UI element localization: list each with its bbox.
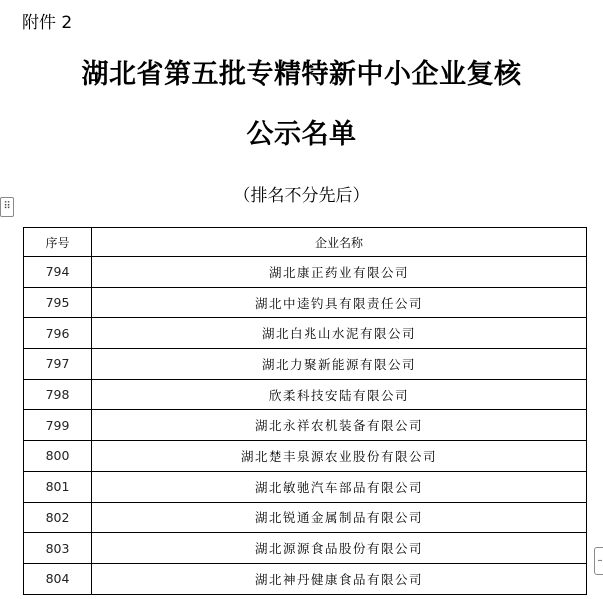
- document-title-line1: 湖北省第五批专精特新中小企业复核: [81, 59, 522, 90]
- header-seq: 序号: [24, 228, 92, 257]
- company-list-table: [23, 227, 587, 595]
- row-seq: 797: [24, 349, 92, 380]
- table-move-handle-icon[interactable]: ⠿: [0, 197, 14, 217]
- row-seq: 796: [24, 318, 92, 349]
- document-title-line2: 公示名单: [246, 119, 357, 150]
- row-company-name: 湖北白兆山水泥有限公司: [92, 318, 587, 349]
- table-row: [24, 349, 587, 380]
- table-row: [24, 502, 587, 533]
- row-seq: 801: [24, 471, 92, 502]
- row-company-name: 湖北力聚新能源有限公司: [92, 349, 587, 380]
- table-row: [24, 379, 587, 410]
- row-seq: 794: [24, 257, 92, 288]
- row-seq: 800: [24, 441, 92, 472]
- row-company-name: 湖北康正药业有限公司: [92, 257, 587, 288]
- row-seq: 798: [24, 379, 92, 410]
- table-row: [24, 410, 587, 441]
- row-seq: 799: [24, 410, 92, 441]
- row-company-name: 湖北源源食品股份有限公司: [92, 533, 587, 564]
- row-company-name: 湖北中逵钓具有限责任公司: [92, 287, 587, 318]
- table-row: [24, 441, 587, 472]
- table-header-row: [24, 228, 587, 257]
- row-seq: 803: [24, 533, 92, 564]
- row-company-name: 湖北楚丰泉源农业股份有限公司: [92, 441, 587, 472]
- table-row: [24, 287, 587, 318]
- row-company-name: 湖北锐通金属制品有限公司: [92, 502, 587, 533]
- document-subtitle: （排名不分先后）: [233, 186, 370, 206]
- row-seq: 802: [24, 502, 92, 533]
- row-company-name: 湖北敏驰汽车部品有限公司: [92, 471, 587, 502]
- table-row: [24, 533, 587, 564]
- table-row: [24, 257, 587, 288]
- side-collapse-handle-icon[interactable]: –: [594, 547, 603, 575]
- row-company-name: 湖北永祥农机装备有限公司: [92, 410, 587, 441]
- row-company-name: 欣柔科技安陆有限公司: [92, 379, 587, 410]
- header-company-name: 企业名称: [92, 228, 587, 257]
- table-row: [24, 471, 587, 502]
- attachment-label: 附件 2: [22, 13, 73, 33]
- table-row: [24, 318, 587, 349]
- row-seq: 795: [24, 287, 92, 318]
- row-company-name: 湖北神丹健康食品有限公司: [92, 563, 587, 594]
- row-seq: 804: [24, 563, 92, 594]
- table-row: [24, 563, 587, 594]
